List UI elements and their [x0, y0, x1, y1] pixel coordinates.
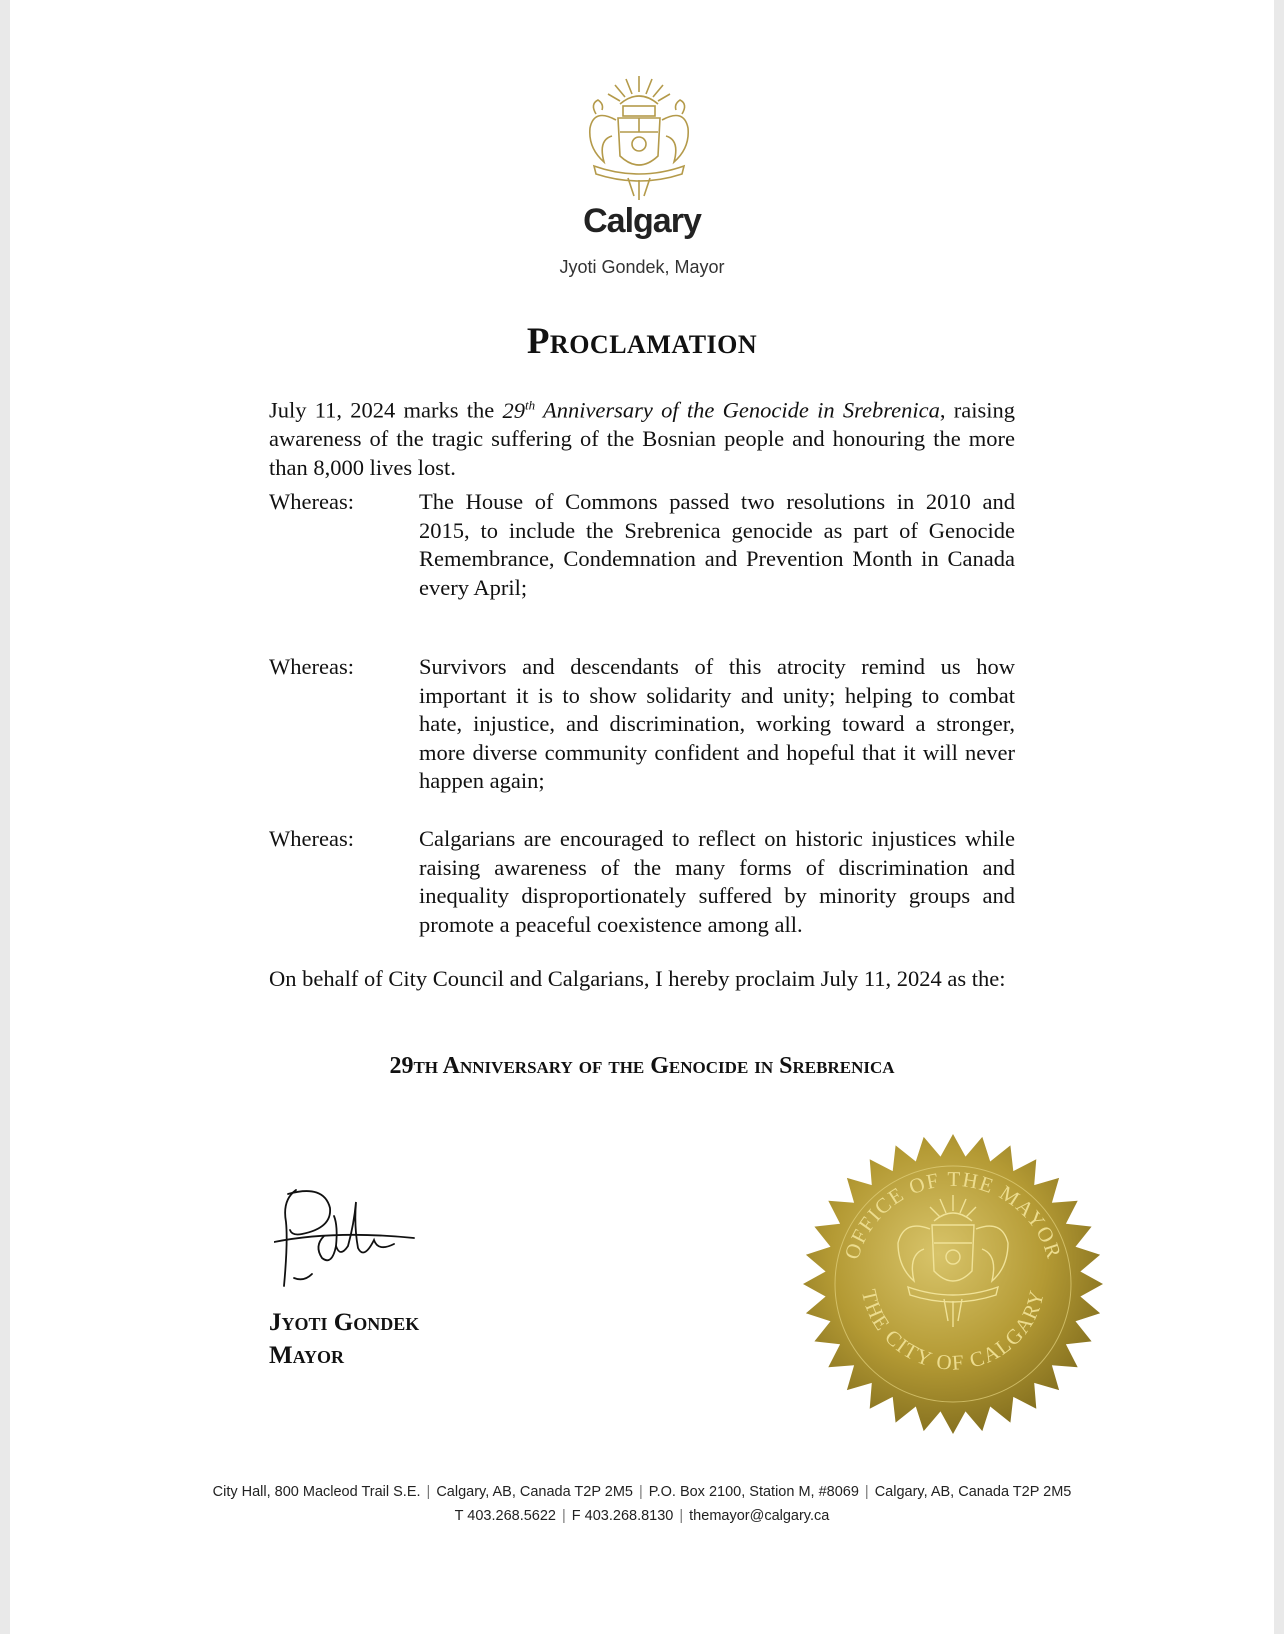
intro-ordinal: 29th — [502, 397, 536, 423]
calgary-coat-of-arms-logo — [568, 70, 710, 206]
footer-po-box: P.O. Box 2100, Station M, #8069 — [648, 1484, 859, 1500]
footer-phone: T 403.268.5622 — [454, 1508, 556, 1524]
closing-paragraph: On behalf of City Council and Calgarians, I hereby proclaim July 11, 2024 as the: — [269, 966, 1006, 991]
seal-top-text: OFFICE OF THE MAYOR — [839, 1166, 1067, 1263]
intro-after: , raising awareness of the tragic suffering of the Bosnian people and honouring the more than 8,000 lives lost. — [269, 397, 1015, 480]
seal-bottom-text: THE CITY OF CALGARY — [856, 1286, 1050, 1375]
footer-email[interactable]: themayor@calgary.ca — [689, 1508, 830, 1524]
gold-seal — [800, 1131, 1106, 1437]
whereas-text: The House of Commons passed two resolutions in 2010 and 2015, to include the Srebrenica genocide as part of Genocide Remembrance, Condemnation and Prevention Month in Canada every April; — [419, 489, 1015, 600]
whereas-text: Survivors and descendants of this atrocity remind us how important it is to show solidarity and unity; helping to combat hate, injustice, and discrimination, working toward a stronger, more diverse community confident and hopeful that it will never happen again; — [419, 654, 1015, 793]
whereas-clause — [269, 825, 1015, 939]
footer-contact — [0, 1480, 1284, 1528]
proclaimed-heading: 29th Anniversary of the Genocide in Srebrenica — [389, 1053, 895, 1079]
footer-city-postal-2: Calgary, AB, Canada T2P 2M5 — [874, 1484, 1072, 1500]
intro-paragraph — [269, 391, 1015, 482]
footer-fax: F 403.268.8130 — [571, 1508, 674, 1524]
mayor-subtitle: Jyoti Gondek, Mayor — [559, 257, 725, 277]
city-wordmark: Calgary — [583, 202, 701, 240]
intro-italic: Anniversary of the Genocide in Srebrenica — [535, 397, 940, 423]
footer-city-hall: City Hall, 800 Macleod Trail S.E. — [212, 1484, 421, 1500]
footer-line-phone: T 403.268.5622 | F 403.268.8130 | themayor@calgary.ca — [454, 1508, 830, 1524]
footer-city-postal: Calgary, AB, Canada T2P 2M5 — [436, 1484, 633, 1500]
whereas-clause — [269, 488, 1015, 602]
signatory-name: Jyoti Gondek — [269, 1309, 420, 1336]
intro-before: July 11, 2024 marks the — [269, 397, 503, 423]
signatory-block — [269, 1306, 419, 1372]
whereas-clause — [269, 653, 1015, 796]
whereas-label: Whereas: — [269, 489, 354, 514]
signature-image — [274, 1186, 424, 1296]
signatory-role: Mayor — [269, 1342, 344, 1369]
whereas-label: Whereas: — [269, 826, 354, 851]
footer-line-address: City Hall, 800 Macleod Trail S.E. | Calgary, AB, Canada T2P 2M5 | P.O. Box 2100, Station M, #8069 | Calgary, AB, Canada T2P 2M5 — [212, 1484, 1072, 1500]
whereas-label: Whereas: — [269, 654, 354, 679]
page-title: Proclamation — [526, 321, 758, 362]
whereas-text: Calgarians are encouraged to reflect on historic injustices while raising awareness of the many forms of discrimination and inequality disproportionately suffered by minority groups and promote a peaceful coexistence among all. — [419, 826, 1015, 937]
